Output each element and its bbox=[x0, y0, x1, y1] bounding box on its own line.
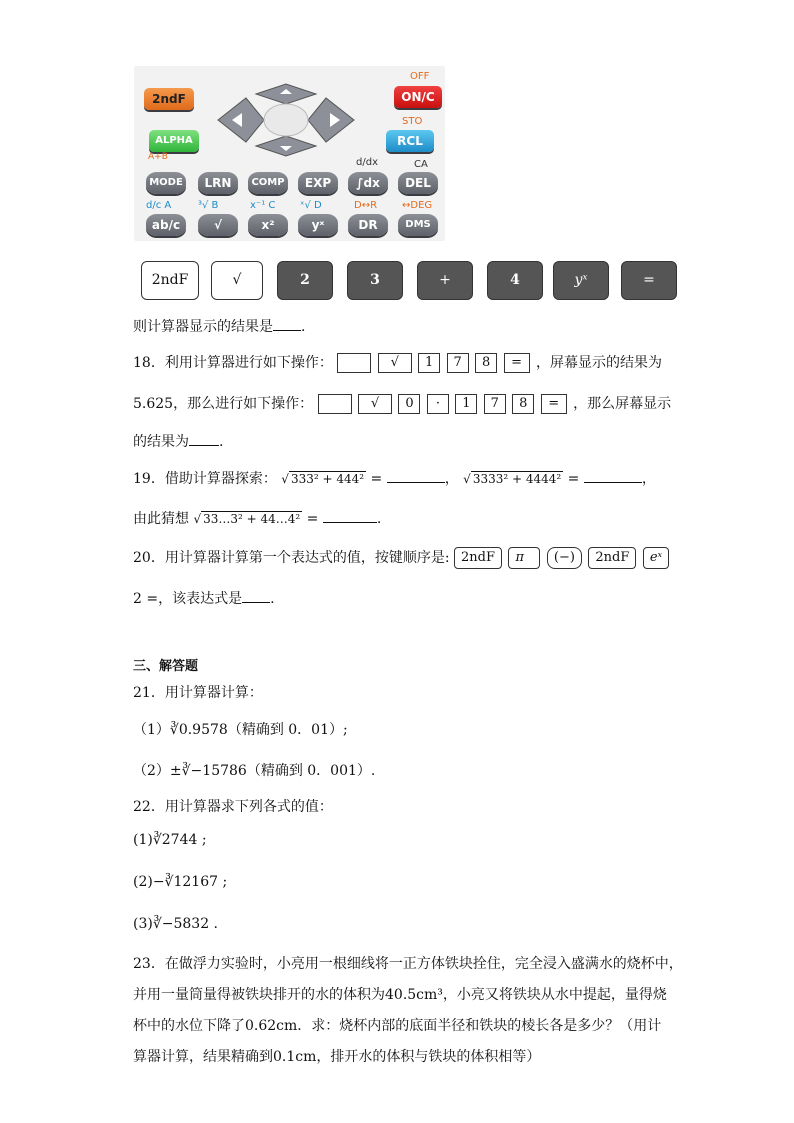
key-box-2ndf: 2ndF bbox=[454, 547, 502, 569]
q18-line3-text: 的结果为 bbox=[133, 434, 189, 450]
calc-key-alpha: ALPHA bbox=[149, 130, 199, 152]
calc-key-comp: COMP bbox=[248, 172, 288, 194]
key-box-sqrt: √ bbox=[378, 353, 412, 373]
q23-line4: 算器计算，结果精确到0.1cm，排开水的体积与铁块的体积相等） bbox=[133, 1049, 541, 1065]
q19-expr1: 333² + 444² bbox=[290, 472, 365, 486]
calc-key-del: DEL bbox=[398, 172, 438, 194]
key-box: 7 bbox=[447, 353, 469, 373]
calc-label-sto: STO bbox=[402, 116, 423, 127]
q22-title: 22．用计算器求下列各式的值： bbox=[133, 799, 333, 815]
key-row-3: 3 bbox=[347, 261, 403, 300]
key-box: 1 bbox=[418, 353, 440, 373]
key-box: 7 bbox=[484, 394, 506, 414]
calc-key-dms: DMS bbox=[398, 214, 438, 236]
calc-key-onc: ON/C bbox=[394, 86, 442, 108]
q19-eq2: = bbox=[563, 471, 584, 487]
key-box bbox=[318, 394, 352, 414]
calc-label-xinvc: x⁻¹ C bbox=[250, 200, 276, 211]
q18-line3 bbox=[133, 431, 223, 451]
calculator-image bbox=[134, 66, 445, 241]
key-box-equals: = bbox=[504, 353, 530, 373]
calc-label-ca: CA bbox=[414, 159, 428, 170]
q22-item2: (2)−∛12167 ; bbox=[133, 874, 228, 890]
calc-label-dtor: D↔R bbox=[354, 200, 378, 211]
q18-end: . bbox=[219, 434, 224, 450]
q19-eq3: = bbox=[302, 511, 323, 527]
calc-key-abc: ab/c bbox=[146, 214, 186, 236]
key-box: 0 bbox=[398, 394, 420, 414]
calc-label-ddx: d/dx bbox=[356, 157, 378, 168]
q19-end2: . bbox=[376, 511, 382, 527]
q19-eq1: = bbox=[366, 471, 387, 487]
q19-comma: ， bbox=[444, 471, 459, 487]
calc-label-todeg: ↔DEG bbox=[402, 200, 433, 211]
q18-line1 bbox=[133, 352, 662, 373]
q21-title: 21．用计算器计算： bbox=[133, 685, 263, 701]
key-box: 8 bbox=[475, 353, 497, 373]
answer-blank bbox=[387, 482, 445, 483]
calc-key-x2: x² bbox=[248, 214, 288, 236]
q19-expr3: 33…3² + 44…4² bbox=[203, 512, 301, 526]
q23-line2: 并用一量筒量得被铁块排开的水的体积为40.5cm³，小亮又将铁块从水中提起，量得烧 bbox=[133, 987, 667, 1003]
q20-end: . bbox=[270, 591, 275, 607]
calc-label-cubeb: ³√ B bbox=[198, 200, 219, 211]
q17-end: . bbox=[301, 319, 306, 335]
key-box-sqrt: √ bbox=[358, 394, 392, 414]
answer-blank bbox=[323, 522, 377, 523]
q20-line2-text: 2 =，该表达式是 bbox=[133, 591, 243, 607]
q18-line1-post: ，屏幕显示的结果为 bbox=[536, 355, 662, 371]
answer-blank bbox=[273, 330, 301, 331]
calc-key-lrn: LRN bbox=[198, 172, 238, 194]
q20-line2 bbox=[133, 588, 275, 608]
calc-label-dca: d/c A bbox=[146, 200, 172, 211]
q18-line2-pre: 5.625，那么进行如下操作： bbox=[133, 396, 314, 412]
key-row-2ndf: 2ndF bbox=[141, 261, 199, 300]
q18-intro: 18．利用计算器进行如下操作： bbox=[133, 355, 333, 371]
key-row-plus: + bbox=[417, 261, 473, 300]
q19-line1: 19．借助计算器探索： √ 333² + 444² = ， √ 3333² + 4444² = ， bbox=[133, 471, 656, 487]
section-title: 三、解答题 bbox=[133, 659, 199, 674]
q18-line2 bbox=[133, 393, 671, 414]
q17-answer-line bbox=[133, 316, 305, 336]
key-box: 8 bbox=[512, 394, 534, 414]
calc-key-2ndf: 2ndF bbox=[144, 88, 194, 110]
arrow-pad-icon bbox=[216, 80, 356, 160]
answer-blank bbox=[189, 445, 219, 446]
answer-blank bbox=[242, 602, 270, 603]
q19-intro: 19．借助计算器探索： bbox=[133, 471, 277, 487]
q20-intro: 20．用计算器计算第一个表达式的值，按键顺序是: bbox=[133, 550, 450, 566]
key-row-equals: = bbox=[621, 261, 677, 300]
key-box-equals: = bbox=[541, 394, 567, 414]
q19-line2: 由此猜想 √ 33…3² + 44…4² = . bbox=[133, 511, 382, 527]
key-box: · bbox=[427, 394, 449, 414]
key-box bbox=[337, 353, 371, 373]
key-box-pi: π bbox=[508, 547, 540, 569]
key-row-2: 2 bbox=[277, 261, 333, 300]
q19-end: ， bbox=[641, 471, 656, 487]
calc-label-off: OFF bbox=[410, 71, 430, 82]
key-box-exp: eˣ bbox=[643, 547, 669, 569]
arrow-pad bbox=[216, 80, 356, 160]
q19-guess: 由此猜想 bbox=[133, 511, 189, 527]
calc-key-dx: ∫dx bbox=[348, 172, 388, 194]
calc-key-mode: MODE bbox=[146, 172, 186, 194]
calc-label-ab2: A+B bbox=[148, 152, 168, 162]
key-row-yx: yˣ bbox=[553, 261, 609, 300]
calc-key-exp: EXP bbox=[298, 172, 338, 194]
q19-expr2: 3333² + 4444² bbox=[472, 472, 562, 486]
q17-text: 则计算器显示的结果是 bbox=[133, 319, 273, 335]
q21-item1: （1）∛0.9578（精确到 0．01）; bbox=[133, 722, 348, 738]
calc-label-xrootd: ˣ√ D bbox=[300, 200, 322, 211]
key-row-sqrt: √ bbox=[211, 261, 263, 300]
q22-item1: (1)∛2744 ; bbox=[133, 832, 207, 848]
q21-item2: （2）±∛−15786（精确到 0．001）. bbox=[133, 763, 376, 779]
q22-item3: (3)∛−5832 . bbox=[133, 916, 219, 932]
calc-key-rcl: RCL bbox=[386, 130, 434, 152]
q18-line2-post: ，那么屏幕显示 bbox=[573, 396, 672, 412]
key-box-2ndf: 2ndF bbox=[588, 547, 636, 569]
key-box: 1 bbox=[455, 394, 477, 414]
q23-line3: 杯中的水位下降了0.62cm．求：烧杯内部的底面半径和铁块的棱长各是多少？（用计 bbox=[133, 1018, 662, 1034]
q20-line1 bbox=[133, 547, 671, 569]
key-box-negate: (−) bbox=[547, 547, 582, 569]
answer-blank bbox=[584, 482, 642, 483]
calc-key-yx: yˣ bbox=[298, 214, 338, 236]
calc-key-dr: DR bbox=[348, 214, 388, 236]
key-row-4: 4 bbox=[487, 261, 543, 300]
q23-line1: 23．在做浮力实验时，小亮用一根细线将一正方体铁块拴住，完全浸入盛满水的烧杯中， bbox=[133, 956, 683, 972]
calc-key-sqrt: √ bbox=[198, 214, 238, 236]
